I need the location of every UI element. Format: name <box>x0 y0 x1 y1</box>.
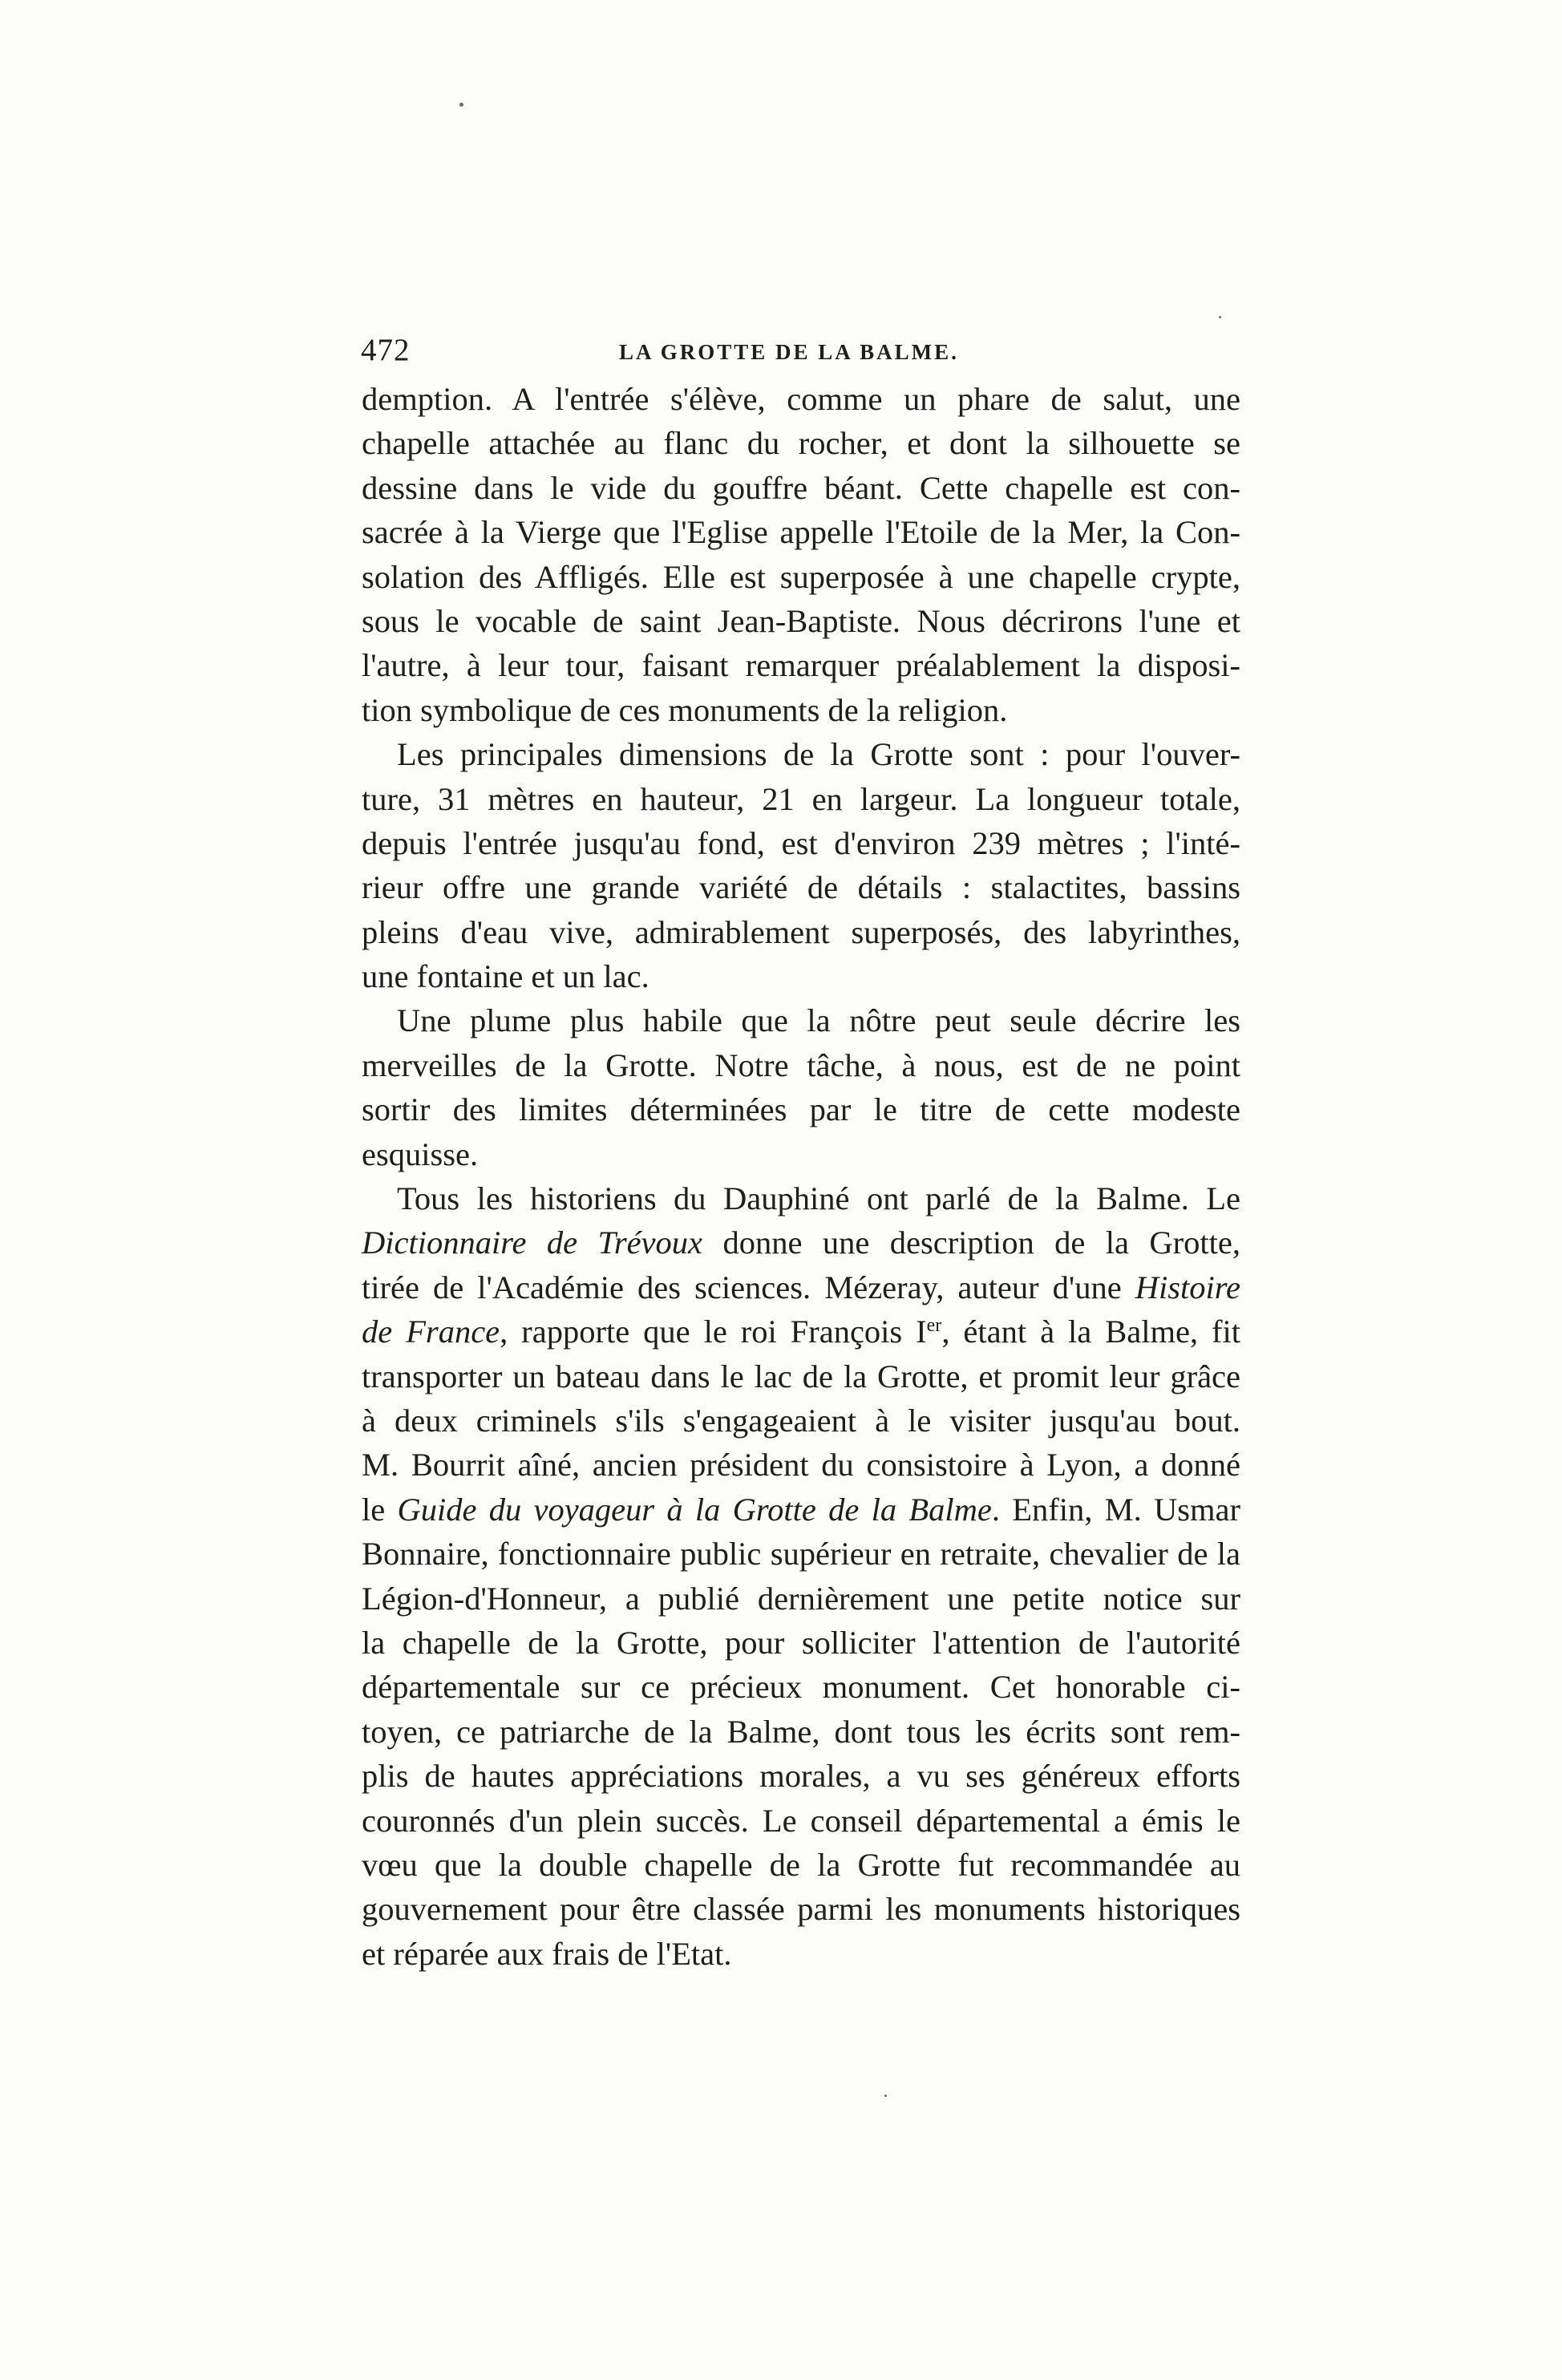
paragraph <box>362 732 1240 998</box>
text-line: esquisse. <box>362 1135 479 1172</box>
text-line: Les principales dimensions de la Grotte sont : pour l'ouver- <box>397 736 1240 773</box>
text-line: pleins d'eau vive, admirablement superposés, des labyrinthes, <box>362 913 1240 950</box>
text-line: le Guide du voyageur à la Grotte de la Balme. Enfin, M. Usmar <box>362 1491 1240 1528</box>
text-line: Dictionnaire de Trévoux donne une description de la Grotte, <box>362 1224 1240 1261</box>
text-line: chapelle attachée au flanc du rocher, et dont la silhouette se <box>362 425 1240 462</box>
text-line: couronnés d'un plein succès. Le conseil départemental a émis le <box>362 1802 1240 1839</box>
text-line: merveilles de la Grotte. Notre tâche, à nous, est de ne point <box>362 1046 1240 1083</box>
paragraph <box>362 1176 1240 1976</box>
paragraph <box>362 377 1240 732</box>
text-line: l'autre, à leur tour, faisant remarquer préalablement la disposi- <box>362 647 1240 684</box>
text-line: gouvernement pour être classée parmi les monuments historiques <box>362 1891 1240 1928</box>
text-line: une fontaine et un lac. <box>362 958 649 995</box>
body-text <box>362 377 1240 1976</box>
text-line: tirée de l'Académie des sciences. Mézeray, auteur d'une Histoire <box>362 1269 1240 1305</box>
text-line: de France, rapporte que le roi François Ier, étant à la Balme, fit <box>362 1313 1241 1350</box>
text-line: départementale sur ce précieux monument. Cet honorable ci- <box>362 1669 1240 1706</box>
running-title: LA GROTTE DE LA BALME. <box>619 340 959 364</box>
text-line: la chapelle de la Grotte, pour solliciter l'attention de l'autorité <box>362 1624 1240 1661</box>
text-line: plis de hautes appréciations morales, a vu ses généreux efforts <box>362 1758 1240 1795</box>
text-line: sortir des limites déterminées par le titre de cette modeste <box>362 1091 1240 1128</box>
text-line: toyen, ce patriarche de la Balme, dont tous les écrits sont rem- <box>362 1713 1240 1750</box>
text-line: et réparée aux frais de l'Etat. <box>362 1935 732 1972</box>
text-line: solation des Affligés. Elle est superposée à une chapelle crypte, <box>362 558 1240 595</box>
page-header <box>361 331 1241 370</box>
text-line: transporter un bateau dans le lac de la Grotte, et promit leur grâce <box>362 1358 1240 1394</box>
text-line: rieur offre une grande variété de détails : stalactites, bassins <box>362 869 1240 906</box>
text-line: Légion-d'Honneur, a publié dernièrement une petite notice sur <box>362 1580 1240 1617</box>
text-line: tion symbolique de ces monuments de la religion. <box>362 691 1008 728</box>
ink-speck <box>459 103 463 107</box>
ink-speck <box>1219 316 1221 318</box>
text-line: à deux criminels s'ils s'engageaient à le visiter jusqu'au bout. <box>362 1402 1240 1439</box>
page-number: 472 <box>361 333 411 367</box>
text-line: demption. A l'entrée s'élève, comme un phare de salut, une <box>362 381 1240 417</box>
text-line: M. Bourrit aîné, ancien président du consistoire à Lyon, a donné <box>362 1447 1240 1483</box>
text-line: sacrée à la Vierge que l'Eglise appelle l'Etoile de la Mer, la Con- <box>362 514 1240 551</box>
paragraph <box>362 998 1240 1176</box>
text-line: Tous les historiens du Dauphiné ont parlé de la Balme. Le <box>397 1180 1240 1217</box>
text-line: Une plume plus habile que la nôtre peut seule décrire les <box>397 1002 1240 1039</box>
ink-speck <box>884 2095 887 2097</box>
text-line: ture, 31 mètres en hauteur, 21 en largeur. La longueur totale, <box>362 780 1240 817</box>
text-line: dessine dans le vide du gouffre béant. Cette chapelle est con- <box>362 469 1240 506</box>
text-line: depuis l'entrée jusqu'au fond, est d'environ 239 mètres ; l'inté- <box>362 824 1240 861</box>
text-line: sous le vocable de saint Jean-Baptiste. Nous décrirons l'une et <box>362 602 1240 639</box>
text-line: Bonnaire, fonctionnaire public supérieur en retraite, chevalier de la <box>362 1536 1240 1572</box>
text-line: vœu que la double chapelle de la Grotte fut recommandée au <box>362 1846 1240 1883</box>
